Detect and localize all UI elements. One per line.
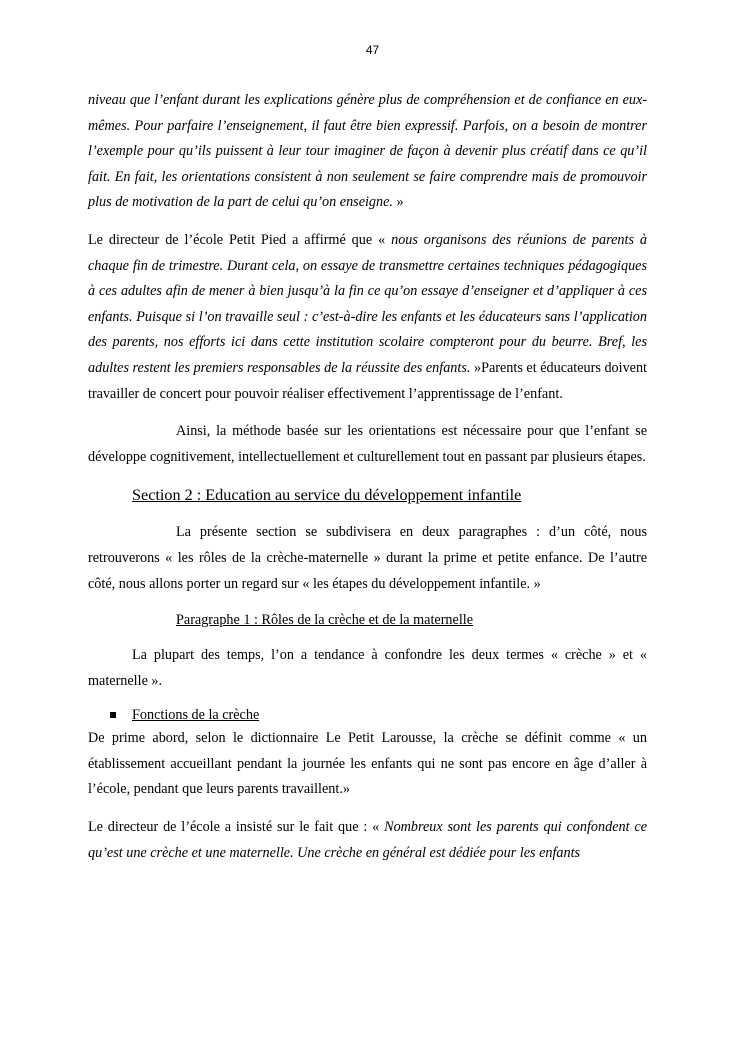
bullet-label: Fonctions de la crèche xyxy=(132,707,260,724)
paragraph-1 xyxy=(88,88,647,216)
paragraph-5: La plupart des temps, l’on a tendance à confondre les deux termes « crèche » et « maternelle ». xyxy=(88,647,647,689)
paragraph-6: De prime abord, selon le dictionnaire Le Petit Larousse, la crèche se définit comme « un établissement accueillant pendant la journée les enfants qui ne sont pas encore en âge d’aller à l’école, pendant que leurs parents travaillent.» xyxy=(88,730,647,798)
paragraph-2 xyxy=(88,228,647,407)
square-bullet-icon xyxy=(110,712,116,718)
paragraph-2-rest: »Parents et éducateurs doivent travailler de concert pour pouvoir réaliser effectivement l’apprentissage de l’enfant. xyxy=(88,359,648,402)
paragraph-3: Ainsi, la méthode basée sur les orientations est nécessaire pour que l’enfant se développe cognitivement, intellectuellement et culturellement tout en passant par plusieurs étapes. xyxy=(88,423,647,465)
bullet-item xyxy=(88,704,647,726)
paragraph-7 xyxy=(88,815,647,866)
paragraph-1-close-quote: » xyxy=(392,194,404,211)
section-title: Section 2 : Education au service du développement infantile xyxy=(132,486,522,505)
paragraph-1-quote: niveau que l’enfant durant les explications génère plus de compréhension et de confiance en eux-mêmes. Pour parfaire l’enseignement, il faut être bien expressif. Parfois, on a besoin de montrer l’exemple pour qu’ils puissent à leur tour imaginer de façon à devenir plus créatif dans ce qu’il fait. En fait, les orientations consistent à non seulement se faire comprendre mais de promouvoir plus de motivation de la part de celui qu’on enseigne. xyxy=(88,92,647,211)
paragraph-7-intro: Le directeur de l’école a insisté sur le fait que : « xyxy=(88,819,385,836)
paragraph-2-intro: Le directeur de l’école Petit Pied a affirmé que « xyxy=(88,231,392,248)
body-text xyxy=(88,88,647,866)
paragraph-title: Paragraphe 1 : Rôles de la crèche et de la maternelle xyxy=(176,612,474,629)
paragraph-2-quote: nous organisons des réunions de parents à chaque fin de trimestre. Durant cela, on essaye de transmettre certaines techniques pédagogiques à ces adultes afin de mener à bien jusqu’à la fin ce qu’on essaye d’enseigner et d’appliquer à ces enfants. Puisque si l’on travaille seul : c’est-à-dire les enfants et les éducateurs sans l’application des parents, nos efforts ici dans cette institution scolaire compteront pour du beurre. Bref, les adultes restent les premiers responsables de la réussite des enfants. xyxy=(88,231,647,376)
paragraph-7-quote: Nombreux sont les parents qui confondent ce qu’est une crèche et une maternelle. Une crèche en général est dédiée pour les enfants xyxy=(88,819,647,861)
page-number: 47 xyxy=(365,43,380,57)
paragraph-4: La présente section se subdivisera en deux paragraphes : d’un côté, nous retrouverons « les rôles de la crèche-maternelle » durant la prime et petite enfance. De l’autre côté, nous allons porter un regard sur « les étapes du développement infantile. » xyxy=(88,524,647,592)
